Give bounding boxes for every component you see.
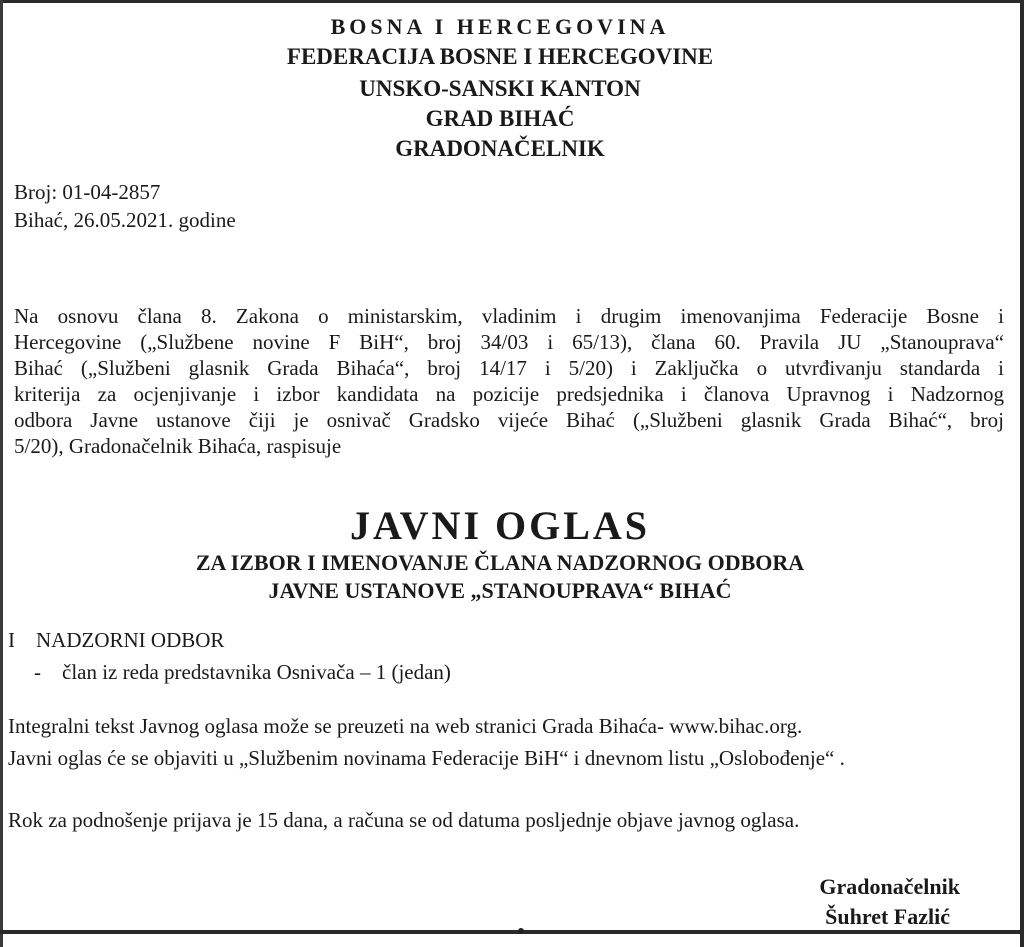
scan-edge-top: [0, 0, 1024, 3]
info-line: Javni oglas će se objaviti u „Službenim novinama Federacije BiH“ i dnevnom listu „Oslobođenje“ .: [8, 746, 845, 770]
preamble-line: 5/20), Gradonačelnik Bihaća, raspisuje: [14, 434, 342, 458]
header-federation: FEDERACIJA BOSNE I HERCEGOVINE: [286, 44, 714, 69]
header-country: BOSNA I HERCEGOVINA: [330, 14, 670, 39]
title-sub-line-2: JAVNE USTANOVE „STANOUPRAVA“ BIHAĆ: [268, 578, 732, 603]
reference-place-date: Bihać, 26.05.2021. godine: [14, 208, 236, 232]
section-heading: NADZORNI ODBOR: [36, 628, 225, 652]
reference-number: Broj: 01-04-2857: [14, 180, 161, 204]
header-city: GRAD BIHAĆ: [425, 106, 575, 131]
header-office: GRADONAČELNIK: [395, 136, 605, 161]
preamble-line: kriterija za ocjenjivanje i izbor kandidata na pozicije predsjednika i članova Upravnog i Nadzornog: [14, 382, 1004, 406]
deadline-text: Rok za podnošenje prijava je 15 dana, a računa se od datuma posljednje objave javnog oglasa.: [8, 808, 800, 832]
page-dot-mark: [518, 928, 524, 934]
preamble-line: Hercegovine („Službene novine F BiH“, broj 34/03 i 65/13), člana 60. Pravila JU „Stanouprava“: [14, 330, 1004, 354]
header-canton: UNSKO-SANSKI KANTON: [359, 76, 641, 101]
title-sub-line-1: ZA IZBOR I IMENOVANJE ČLANA NADZORNOG ODBORA: [195, 550, 805, 575]
list-bullet: -: [34, 660, 41, 684]
preamble-line: Bihać („Službeni glasnik Grada Bihaća“, broj 14/17 i 5/20) i Zaključka o utvrđivanju standarda i: [14, 356, 1004, 380]
preamble-line: Na osnovu člana 8. Zakona o ministarskim, vladinim i drugim imenovanjima Federacije Bosne i: [14, 304, 1004, 328]
section-number: I: [8, 628, 15, 652]
scan-edge-right: [1020, 0, 1024, 947]
signature-name: Šuhret Fazlić: [825, 904, 950, 929]
scan-edge-bottom: [0, 930, 1024, 934]
signature-title: Gradonačelnik: [819, 874, 960, 899]
info-line: Integralni tekst Javnog oglasa može se preuzeti na web stranici Grada Bihaća- www.bihac.org.: [8, 714, 803, 738]
list-item: član iz reda predstavnika Osnivača – 1 (jedan): [62, 660, 451, 684]
title-main: JAVNI OGLAS: [349, 503, 651, 548]
preamble-line: odbora Javne ustanove čiji je osnivač Gradsko vijeće Bihać („Službeni glasnik Grada Bihać“, broj: [14, 408, 1004, 432]
